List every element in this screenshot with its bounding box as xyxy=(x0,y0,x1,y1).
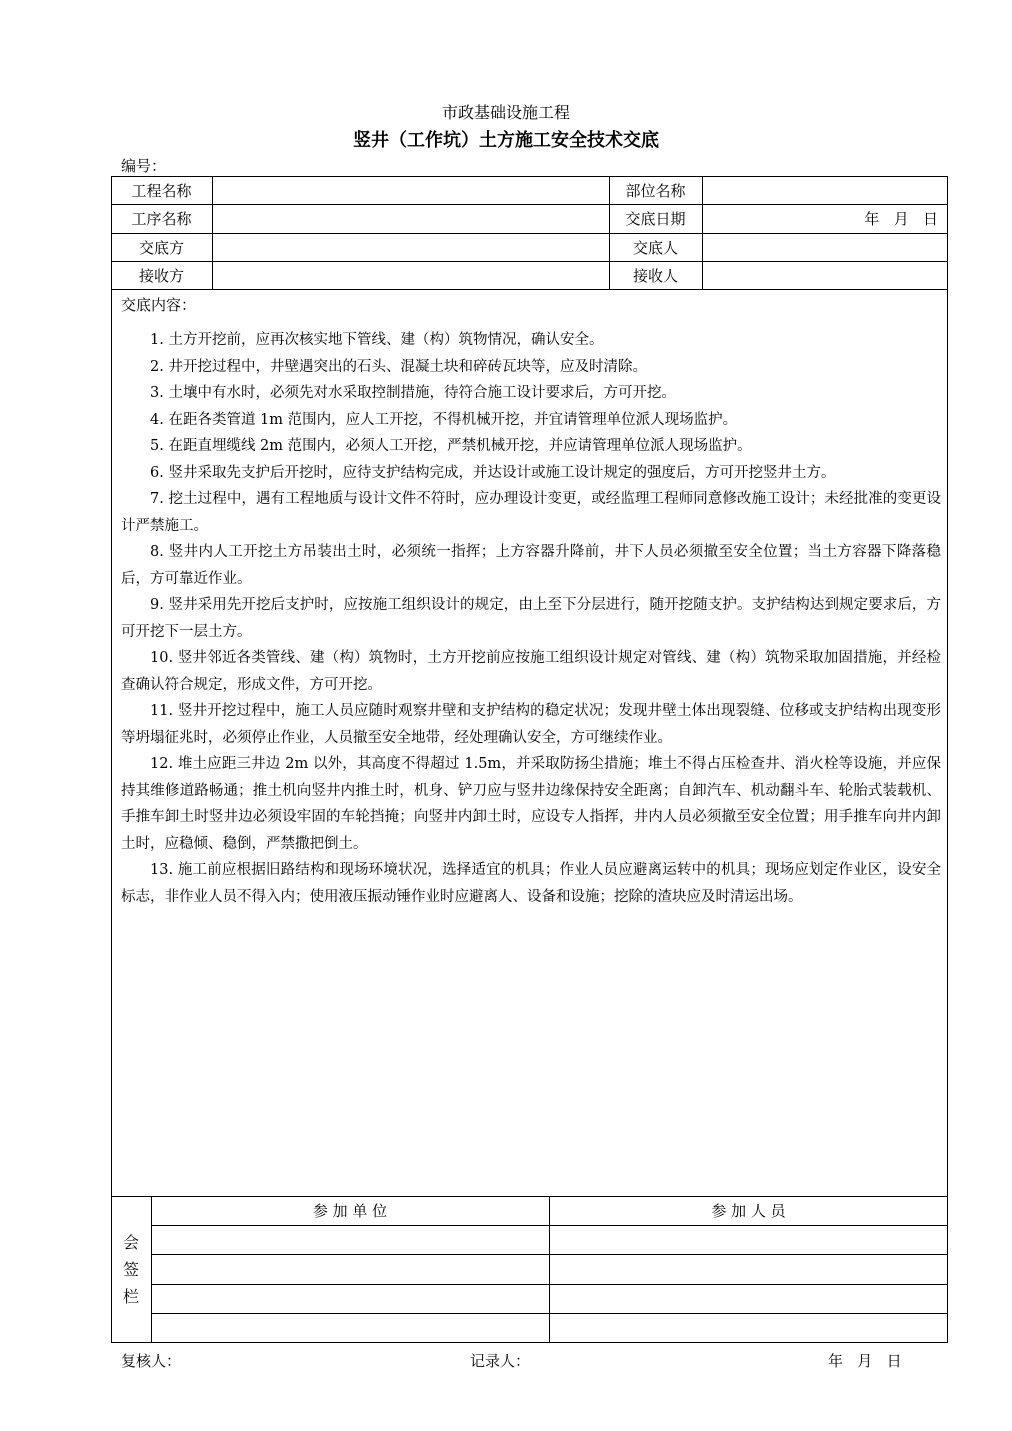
content-item: 11. 竖井开挖过程中，施工人员应随时观察井壁和支护结构的稳定状况；发现井壁土体出现裂缝、位移或支护结构出现变形等坍塌征兆时，必须停止作业，人员撤至安全地带，经处理确认安全，方可继续作业。 xyxy=(121,703,941,746)
signoff-person-cell[interactable] xyxy=(550,1226,947,1254)
content-item: 6. 竖井采取先支护后开挖时，应待支护结构完成，并达设计或施工设计规定的强度后，方可开挖竖井土方。 xyxy=(150,464,836,481)
signoff-unit-cell[interactable] xyxy=(152,1314,549,1342)
signoff-person-cell[interactable] xyxy=(550,1255,947,1284)
process-name-field[interactable] xyxy=(213,205,609,233)
serial-number-label: 编号： xyxy=(121,157,167,175)
content-item: 7. 挖土过程中，遇有工程地质与设计文件不符时，应办理设计变更，或经监理工程师同意修改施工设计；未经批准的变更设计严禁施工。 xyxy=(121,491,941,534)
content-item: 9. 竖井采用先开挖后支护时，应按施工组织设计的规定，由上至下分层进行，随开挖随支护。支护结构达到规定要求后，方可开挖下一层土方。 xyxy=(121,597,941,640)
content-item: 4. 在距各类管道 1m 范围内，应人工开挖，不得机械开挖，并宜请管理单位派人现场监护。 xyxy=(150,411,738,428)
content-item: 1. 土方开挖前，应再次核实地下管线、建（构）筑物情况，确认安全。 xyxy=(150,332,604,348)
document-title: 竖井（工作坑）土方施工安全技术交底 xyxy=(353,130,659,151)
signoff-person-cell[interactable] xyxy=(550,1314,947,1342)
participating-people-header: 参 加 人 员 xyxy=(711,1202,786,1220)
content-item: 5. 在距直埋缆线 2m 范围内，必须人工开挖，严禁机械开挖，并应请管理单位派人现场监护。 xyxy=(150,438,752,454)
signoff-unit-cell[interactable] xyxy=(152,1226,549,1254)
signoff-char: 会 xyxy=(122,1232,139,1252)
signoff-person-cell[interactable] xyxy=(550,1285,947,1313)
project-name-field[interactable] xyxy=(213,177,609,204)
content-label: 交底内容： xyxy=(121,296,197,314)
content-item: 2. 井开挖过程中，井壁遇突出的石头、混凝土块和碎砖瓦块等，应及时清除。 xyxy=(150,358,647,375)
content-item: 10. 竖井邻近各类管线、建（构）筑物时，土方开挖前应按施工组织设计规定对管线、建（构）筑物采取加固措施，并经检查确认符合规定，形成文件，方可开挖。 xyxy=(121,650,941,693)
signoff-char: 签 xyxy=(122,1259,139,1279)
receiver-person-label: 接收人 xyxy=(632,266,678,285)
signoff-unit-cell[interactable] xyxy=(152,1255,549,1284)
signoff-unit-cell[interactable] xyxy=(152,1285,549,1313)
content-item: 13. 施工前应根据旧路结构和现场环境状况，选择适宜的机具；作业人员应避离运转中的机具；现场应划定作业区，设安全标志，非作业人员不得入内；使用液压振动锤作业时应避离人、设备和设施；挖除的渣块应及时清运出场。 xyxy=(121,862,941,905)
participating-unit-header: 参 加 单 位 xyxy=(312,1202,388,1220)
content-body xyxy=(121,327,941,910)
signoff-char: 栏 xyxy=(122,1286,139,1306)
recorder-label: 记录人： xyxy=(470,1352,531,1370)
table-divider xyxy=(111,289,948,290)
reviewer-label: 复核人： xyxy=(121,1352,182,1370)
disclosure-date-value[interactable]: 年 月 日 xyxy=(864,210,938,228)
discloser-field[interactable] xyxy=(213,234,609,261)
disclosure-date-label: 交底日期 xyxy=(625,210,686,228)
part-name-label: 部位名称 xyxy=(625,181,686,200)
footer-date: 年 月 日 xyxy=(828,1352,902,1370)
receiver-label: 接收方 xyxy=(138,266,184,285)
process-name-label: 工序名称 xyxy=(131,210,192,228)
document-subtitle: 市政基础设施工程 xyxy=(441,103,570,122)
content-item: 12. 堆土应距三井边 2m 以外，其高度不得超过 1.5m，并采取防扬尘措施；堆土不得占压检查井、消火栓等设施，并应保持其维修道路畅通；推土机向竖井内推土时，机身、铲刀应与竖井边缘保持安全距离；自卸汽车、机动翻斗车、轮胎式装载机、手推车卸土时竖井边必须设牢固的车轮挡掩；向竖井内卸土时，应设专人指挥，井内人员必须撤至安全位置；用手推车向井内卸土时，应稳倾、稳倒，严禁撒把倒土。 xyxy=(121,756,941,852)
project-name-label: 工程名称 xyxy=(131,181,192,200)
discloser-label: 交底方 xyxy=(138,238,184,257)
receiver-person-field[interactable] xyxy=(703,262,947,289)
content-item: 3. 土壤中有水时，必须先对水采取控制措施，待符合施工设计要求后，方可开挖。 xyxy=(150,385,676,401)
discloser-person-label: 交底人 xyxy=(632,238,678,257)
signoff-side-label xyxy=(111,1196,151,1342)
part-name-field[interactable] xyxy=(703,177,947,204)
content-item: 8. 竖井内人工开挖土方吊装出土时，必须统一指挥；上方容器升降前，井下人员必须撤至安全位置；当土方容器下降落稳后，方可靠近作业。 xyxy=(121,544,941,587)
receiver-field[interactable] xyxy=(213,262,609,289)
discloser-person-field[interactable] xyxy=(703,234,947,261)
